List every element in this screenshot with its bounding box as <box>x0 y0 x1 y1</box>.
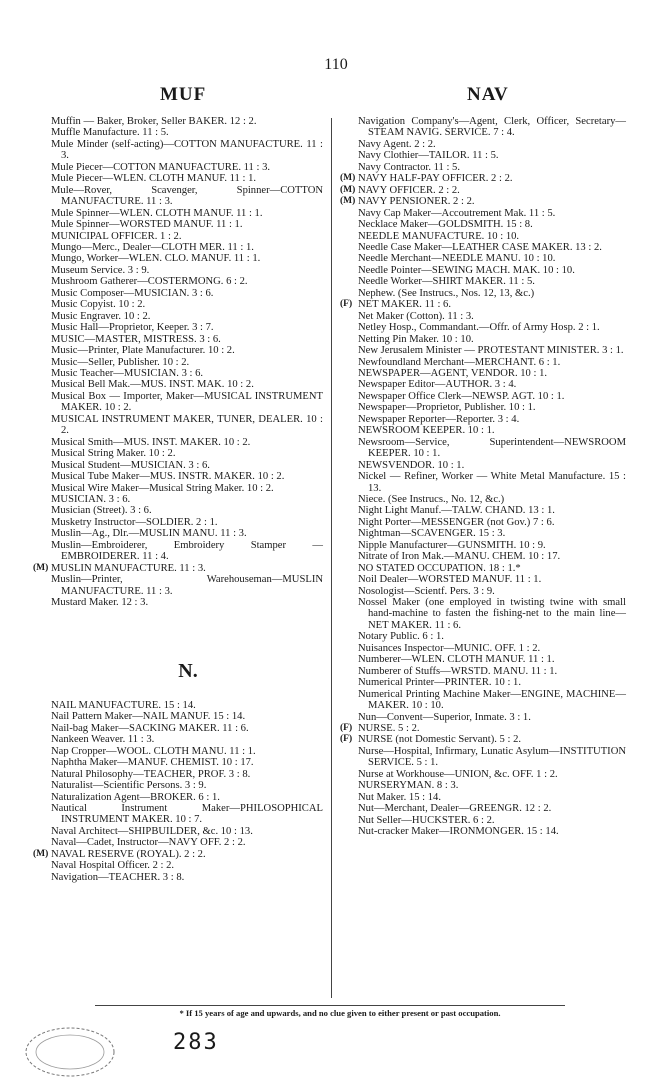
entry-text: MUSLIN MANUFACTURE. 11 : 3. <box>51 562 206 574</box>
index-entry <box>340 677 626 688</box>
index-entry <box>33 345 323 356</box>
entry-text: Navigation Company's—Agent, Clerk, Officer, Secretary—STEAM NAVIG. SERVICE. 7 : 4. <box>358 116 626 139</box>
index-entry <box>340 769 626 780</box>
index-entry <box>340 494 626 505</box>
entry-text: NAVY PENSIONER. 2 : 2. <box>358 196 475 208</box>
index-entry <box>33 162 323 173</box>
index-entry <box>33 139 323 162</box>
entry-text: Musical Box — Importer, Maker—MUSICAL INSTRUMENT MAKER. 10 : 2. <box>51 390 323 414</box>
index-entry <box>340 654 626 665</box>
index-entry <box>33 311 323 322</box>
index-entry <box>340 311 626 322</box>
entry-text: NEWSPAPER—AGENT, VENDOR. 10 : 1. <box>358 367 548 379</box>
index-entry <box>33 379 323 390</box>
index-entry <box>33 528 323 539</box>
index-entry <box>33 574 323 597</box>
index-entry <box>340 597 626 631</box>
index-entry <box>33 780 323 791</box>
entry-text: Muffle Manufacture. 11 : 5. <box>51 127 169 139</box>
entry-text: Numberer of Stuffs—WRSTD. MANU. 11 : 1. <box>358 665 558 677</box>
entry-text: Nurse—Hospital, Infirmary, Lunatic Asylum—INSTITUTION SERVICE. 5 : 1. <box>358 745 626 769</box>
entry-text: Navy Contractor. 11 : 5. <box>358 161 460 173</box>
entry-text: Needle Case Maker—LEATHER CASE MAKER. 13 : 2. <box>358 241 602 253</box>
left-entries-m <box>33 116 323 608</box>
entry-text: Nurse at Workhouse—UNION, &c. OFF. 1 : 2. <box>358 768 558 780</box>
entry-text: Musical String Maker. 10 : 2. <box>51 448 176 460</box>
index-entry <box>340 242 626 253</box>
entry-text: Noil Dealer—WORSTED MANUF. 11 : 1. <box>358 574 542 586</box>
entry-text: Nut Seller—HUCKSTER. 6 : 2. <box>358 814 495 826</box>
entry-text: Mule Piecer—COTTON MANUFACTURE. 11 : 3. <box>51 161 271 173</box>
entry-text: Mule—Rover, Scavenger, Spinner—COTTON MANUFACTURE. 11 : 3. <box>51 184 323 208</box>
index-entry <box>33 185 323 208</box>
entry-text: Nut Maker. 15 : 14. <box>358 791 441 803</box>
index-entry <box>340 219 626 230</box>
entry-text: Night Light Manuf.—TALW. CHAND. 13 : 1. <box>358 505 555 517</box>
entry-text: NO STATED OCCUPATION. 18 : 1.* <box>358 562 521 574</box>
index-entry <box>33 357 323 368</box>
index-entry <box>33 711 323 722</box>
entry-text: Mule Piecer—WLEN. CLOTH MANUF. 11 : 1. <box>51 173 257 185</box>
entry-text: Net Maker (Cotton). 11 : 3. <box>358 310 474 322</box>
entry-mark: (M) <box>33 562 49 573</box>
entry-text: Netley Hosp., Commandant.—Offr. of Army Hosp. 2 : 1. <box>358 322 600 334</box>
index-entry <box>33 471 323 482</box>
index-entry <box>340 299 626 310</box>
index-entry <box>340 208 626 219</box>
entry-mark: (F) <box>340 734 353 745</box>
entry-text: MUSIC—MASTER, MISTRESS. 3 : 6. <box>51 333 221 345</box>
entry-text: Naphtha Maker—MANUF. CHEMIST. 10 : 17. <box>51 757 254 769</box>
entry-text: Musical Bell Mak.—MUS. INST. MAK. 10 : 2. <box>51 379 254 391</box>
index-entry <box>340 185 626 196</box>
index-entry <box>33 127 323 138</box>
index-entry <box>340 528 626 539</box>
entry-text: Nun—Convent—Superior, Inmate. 3 : 1. <box>358 711 531 723</box>
index-entry <box>33 849 323 860</box>
index-entry <box>340 379 626 390</box>
stamp-number: 283 <box>173 1030 219 1055</box>
entry-text: Nankeen Weaver. 11 : 3. <box>51 734 155 746</box>
index-entry <box>33 173 323 184</box>
index-entry <box>340 574 626 585</box>
library-stamp-icon <box>20 1018 140 1080</box>
entry-text: Niece. (See Instrucs., No. 12, &c.) <box>358 493 505 505</box>
entry-text: Mule Minder (self-acting)—COTTON MANUFACTURE. 11 : 3. <box>51 138 323 162</box>
entry-text: Mule Spinner—WORSTED MANUF. 11 : 1. <box>51 219 243 231</box>
index-entry <box>340 563 626 574</box>
index-entry <box>33 826 323 837</box>
index-entry <box>33 288 323 299</box>
index-entry <box>340 231 626 242</box>
entry-text: Numerical Printer—PRINTER. 10 : 1. <box>358 677 522 689</box>
right-column-heading: NAV <box>467 84 509 105</box>
index-entry <box>33 334 323 345</box>
entry-text: Nail Pattern Maker—NAIL MANUF. 15 : 14. <box>51 711 246 723</box>
entry-text: Music Hall—Proprietor, Keeper. 3 : 7. <box>51 322 214 334</box>
entry-text: Naturalization Agent—BROKER. 6 : 1. <box>51 791 220 803</box>
index-entry <box>340 414 626 425</box>
index-entry <box>33 746 323 757</box>
entry-text: MUSICIAN. 3 : 6. <box>51 493 131 505</box>
entry-text: Mushroom Gatherer—COSTERMONG. 6 : 2. <box>51 276 248 288</box>
entry-text: Music—Seller, Publisher. 10 : 2. <box>51 356 190 368</box>
index-entry <box>33 448 323 459</box>
index-entry <box>340 460 626 471</box>
section-heading-n: N. <box>178 660 198 683</box>
index-entry <box>33 517 323 528</box>
index-entry <box>340 505 626 516</box>
entry-text: Musical Tube Maker—MUS. INSTR. MAKER. 10 : 2. <box>51 471 285 483</box>
entry-text: Navigation—TEACHER. 3 : 8. <box>51 871 185 883</box>
entry-text: Nautical Instrument Maker—PHILOSOPHICAL INSTRUMENT MAKER. 10 : 7. <box>51 803 323 826</box>
entry-text: Numberer—WLEN. CLOTH MANUF. 11 : 1. <box>358 654 555 666</box>
entry-text: Music Engraver. 10 : 2. <box>51 310 151 322</box>
entry-text: NAVAL RESERVE (ROYAL). 2 : 2. <box>51 848 206 860</box>
right-column <box>340 116 626 838</box>
index-entry <box>340 357 626 368</box>
entry-text: Nickel — Refiner, Worker — White Metal Manufacture. 15 : 13. <box>358 471 626 494</box>
index-entry <box>33 437 323 448</box>
index-entry <box>33 505 323 516</box>
entry-text: Night Porter—MESSENGER (not Gov.) 7 : 6. <box>358 516 555 528</box>
entry-text: New Jerusalem Minister — PROTESTANT MINISTER. 3 : 1. <box>358 345 624 357</box>
index-entry <box>340 139 626 150</box>
right-entries <box>340 116 626 838</box>
index-entry <box>340 792 626 803</box>
index-entry <box>33 368 323 379</box>
index-entry <box>340 288 626 299</box>
index-entry <box>33 734 323 745</box>
entry-text: Numerical Printing Machine Maker—ENGINE, MACHINE—MAKER. 10 : 10. <box>358 688 626 712</box>
index-entry <box>340 712 626 723</box>
entry-text: Needle Worker—SHIRT MAKER. 11 : 5. <box>358 276 535 288</box>
entry-text: Musician (Street). 3 : 6. <box>51 505 152 517</box>
entry-mark: (M) <box>340 196 356 207</box>
entry-text: Mungo, Worker—WLEN. CLO. MANUF. 11 : 1. <box>51 253 261 265</box>
left-entries-n <box>33 700 323 883</box>
entry-text: Nossel Maker (one employed in twisting twine with small hand-machine to fasten the fishing-net to the main line—NET MAKER. 11 : 6. <box>358 597 626 631</box>
entry-text: Newsroom—Service, Superintendent—NEWSROOM KEEPER. 10 : 1. <box>358 436 626 460</box>
page-number: 110 <box>324 56 348 73</box>
index-entry <box>33 757 323 768</box>
entry-text: Nightman—SCAVENGER. 15 : 3. <box>358 528 506 540</box>
index-entry <box>33 253 323 264</box>
entry-mark: (F) <box>340 723 353 734</box>
entry-mark: (M) <box>340 173 356 184</box>
index-entry <box>33 494 323 505</box>
index-entry <box>33 792 323 803</box>
entry-text: Music—Printer, Plate Manufacturer. 10 : 2. <box>51 345 235 357</box>
entry-text: Needle Pointer—SEWING MACH. MAK. 10 : 10. <box>358 264 575 276</box>
entry-text: Nail-bag Maker—SACKING MAKER. 11 : 6. <box>51 722 249 734</box>
index-entry <box>340 437 626 460</box>
entry-mark: (F) <box>340 299 353 310</box>
entry-text: Needle Merchant—NEEDLE MANU. 10 : 10. <box>358 253 556 265</box>
index-entry <box>340 345 626 356</box>
entry-text: Nap Cropper—WOOL. CLOTH MANU. 11 : 1. <box>51 745 256 757</box>
index-entry <box>33 540 323 563</box>
entry-text: Muslin—Printer, Warehouseman—MUSLIN MANUFACTURE. 11 : 3. <box>51 574 323 597</box>
index-entry <box>33 769 323 780</box>
index-entry <box>33 837 323 848</box>
index-entry <box>340 116 626 139</box>
left-column <box>33 116 323 883</box>
entry-text: Nitrate of Iron Mak.—MANU. CHEM. 10 : 17. <box>358 551 561 563</box>
entry-text: NET MAKER. 11 : 6. <box>358 299 451 311</box>
entry-text: Nuisances Inspector—MUNIC. OFF. 1 : 2. <box>358 642 541 654</box>
index-entry <box>340 746 626 769</box>
index-entry <box>340 265 626 276</box>
index-entry <box>33 299 323 310</box>
index-entry <box>340 471 626 494</box>
index-entry <box>340 689 626 712</box>
index-entry <box>340 631 626 642</box>
index-entry <box>33 208 323 219</box>
entry-text: NEWSVENDOR. 10 : 1. <box>358 459 465 471</box>
entry-text: Navy Clothier—TAILOR. 11 : 5. <box>358 150 499 162</box>
index-entry <box>33 242 323 253</box>
index-entry <box>33 265 323 276</box>
index-entry <box>33 116 323 127</box>
entry-text: MUSICAL INSTRUMENT MAKER, TUNER, DEALER. 10 : 2. <box>51 413 323 437</box>
index-entry <box>340 150 626 161</box>
entry-text: Nut—Merchant, Dealer—GREENGR. 12 : 2. <box>358 803 552 815</box>
entry-text: Navy Cap Maker—Accoutrement Mak. 11 : 5. <box>358 207 556 219</box>
footnote-rule <box>95 1005 565 1006</box>
footnote: * If 15 years of age and upwards, and no clue given to either present or past occupation. <box>179 1008 501 1018</box>
left-column-heading: MUF <box>160 84 207 105</box>
index-entry <box>33 723 323 734</box>
index-entry <box>33 597 323 608</box>
index-entry <box>340 643 626 654</box>
entry-text: NEWSROOM KEEPER. 10 : 1. <box>358 425 495 437</box>
index-entry <box>33 460 323 471</box>
entry-text: Navy Agent. 2 : 2. <box>358 138 436 150</box>
entry-text: MUNICIPAL OFFICER. 1 : 2. <box>51 230 182 242</box>
entry-text: Music Copyist. 10 : 2. <box>51 299 146 311</box>
entry-text: Muslin—Embroiderer, Embroidery Stamper —EMBROIDERER. 11 : 4. <box>51 539 323 563</box>
entry-text: Muffin — Baker, Broker, Seller BAKER. 12 : 2. <box>51 116 257 127</box>
entry-text: Naturalist—Scientific Persons. 3 : 9. <box>51 780 207 792</box>
index-entry <box>33 322 323 333</box>
entry-text: Newspaper Reporter—Reporter. 3 : 4. <box>358 413 520 425</box>
index-entry <box>340 334 626 345</box>
entry-text: Newspaper Office Clerk—NEWSP. AGT. 10 : 1. <box>358 390 565 402</box>
index-entry <box>340 803 626 814</box>
entry-text: NURSERYMAN. 8 : 3. <box>358 780 459 792</box>
index-entry <box>33 700 323 711</box>
entry-text: Newfoundland Merchant—MERCHANT. 6 : 1. <box>358 356 561 368</box>
entry-text: NEEDLE MANUFACTURE. 10 : 10. <box>358 230 520 242</box>
entry-text: Necklace Maker—GOLDSMITH. 15 : 8. <box>358 219 533 231</box>
entry-text: Musical Wire Maker—Musical String Maker. 10 : 2. <box>51 482 274 494</box>
entry-text: Nipple Manufacturer—GUNSMITH. 10 : 9. <box>358 539 546 551</box>
entry-text: Nut-cracker Maker—IRONMONGER. 15 : 14. <box>358 826 559 838</box>
index-entry <box>33 483 323 494</box>
entry-text: Mustard Maker. 12 : 3. <box>51 597 149 609</box>
column-divider <box>331 118 332 998</box>
entry-text: Netting Pin Maker. 10 : 10. <box>358 333 474 345</box>
index-entry <box>340 540 626 551</box>
index-entry <box>340 402 626 413</box>
entry-text: Museum Service. 3 : 9. <box>51 264 150 276</box>
index-entry <box>340 173 626 184</box>
index-entry <box>33 563 323 574</box>
entry-text: NAVY HALF-PAY OFFICER. 2 : 2. <box>358 173 513 185</box>
index-entry <box>340 734 626 745</box>
index-entry <box>33 414 323 437</box>
entry-text: Natural Philosophy—TEACHER, PROF. 3 : 8. <box>51 768 251 780</box>
entry-text: Music Teacher—MUSICIAN. 3 : 6. <box>51 367 204 379</box>
entry-text: Mungo—Merc., Dealer—CLOTH MER. 11 : 1. <box>51 241 254 253</box>
entry-text: Naval Hospital Officer. 2 : 2. <box>51 860 175 872</box>
index-entry <box>340 517 626 528</box>
entry-mark: (M) <box>33 848 49 859</box>
entry-text: NURSE (not Domestic Servant). 5 : 2. <box>358 734 522 746</box>
entry-text: Musical Student—MUSICIAN. 3 : 6. <box>51 459 210 471</box>
entry-text: Musical Smith—MUS. INST. MAKER. 10 : 2. <box>51 436 251 448</box>
index-entry <box>340 826 626 837</box>
entry-text: NAVY OFFICER. 2 : 2. <box>358 184 460 196</box>
index-entry <box>33 231 323 242</box>
index-entry <box>340 368 626 379</box>
index-entry <box>340 723 626 734</box>
entry-text: Newspaper Editor—AUTHOR. 3 : 4. <box>358 379 517 391</box>
index-entry <box>340 666 626 677</box>
index-entry <box>33 391 323 414</box>
entry-text: NURSE. 5 : 2. <box>358 723 420 735</box>
index-entry <box>33 860 323 871</box>
index-entry <box>340 780 626 791</box>
index-entry <box>340 551 626 562</box>
entry-text: Notary Public. 6 : 1. <box>358 631 444 643</box>
index-entry <box>340 586 626 597</box>
index-entry <box>340 276 626 287</box>
index-entry <box>33 276 323 287</box>
index-entry <box>340 425 626 436</box>
entry-text: Mule Spinner—WLEN. CLOTH MANUF. 11 : 1. <box>51 207 263 219</box>
entry-text: Muslin—Ag., Dlr.—MUSLIN MANU. 11 : 3. <box>51 528 247 540</box>
entry-text: Naval—Cadet, Instructor—NAVY OFF. 2 : 2. <box>51 837 246 849</box>
index-entry <box>33 872 323 883</box>
index-entry <box>340 815 626 826</box>
entry-text: Nephew. (See Instrucs., Nos. 12, 13, &c.) <box>358 287 535 299</box>
entry-mark: (M) <box>340 184 356 195</box>
index-entry <box>340 322 626 333</box>
index-entry <box>33 803 323 826</box>
index-entry <box>33 219 323 230</box>
index-entry <box>340 196 626 207</box>
entry-text: Musketry Instructor—SOLDIER. 2 : 1. <box>51 516 218 528</box>
index-entry <box>340 162 626 173</box>
entry-text: Newspaper—Proprietor, Publisher. 10 : 1. <box>358 402 536 414</box>
entry-text: Nosologist—Scientf. Pers. 3 : 9. <box>358 585 495 597</box>
index-entry <box>340 391 626 402</box>
entry-text: Naval Architect—SHIPBUILDER, &c. 10 : 13. <box>51 825 253 837</box>
index-entry <box>340 253 626 264</box>
entry-text: NAIL MANUFACTURE. 15 : 14. <box>51 699 196 711</box>
entry-text: Music Composer—MUSICIAN. 3 : 6. <box>51 287 214 299</box>
